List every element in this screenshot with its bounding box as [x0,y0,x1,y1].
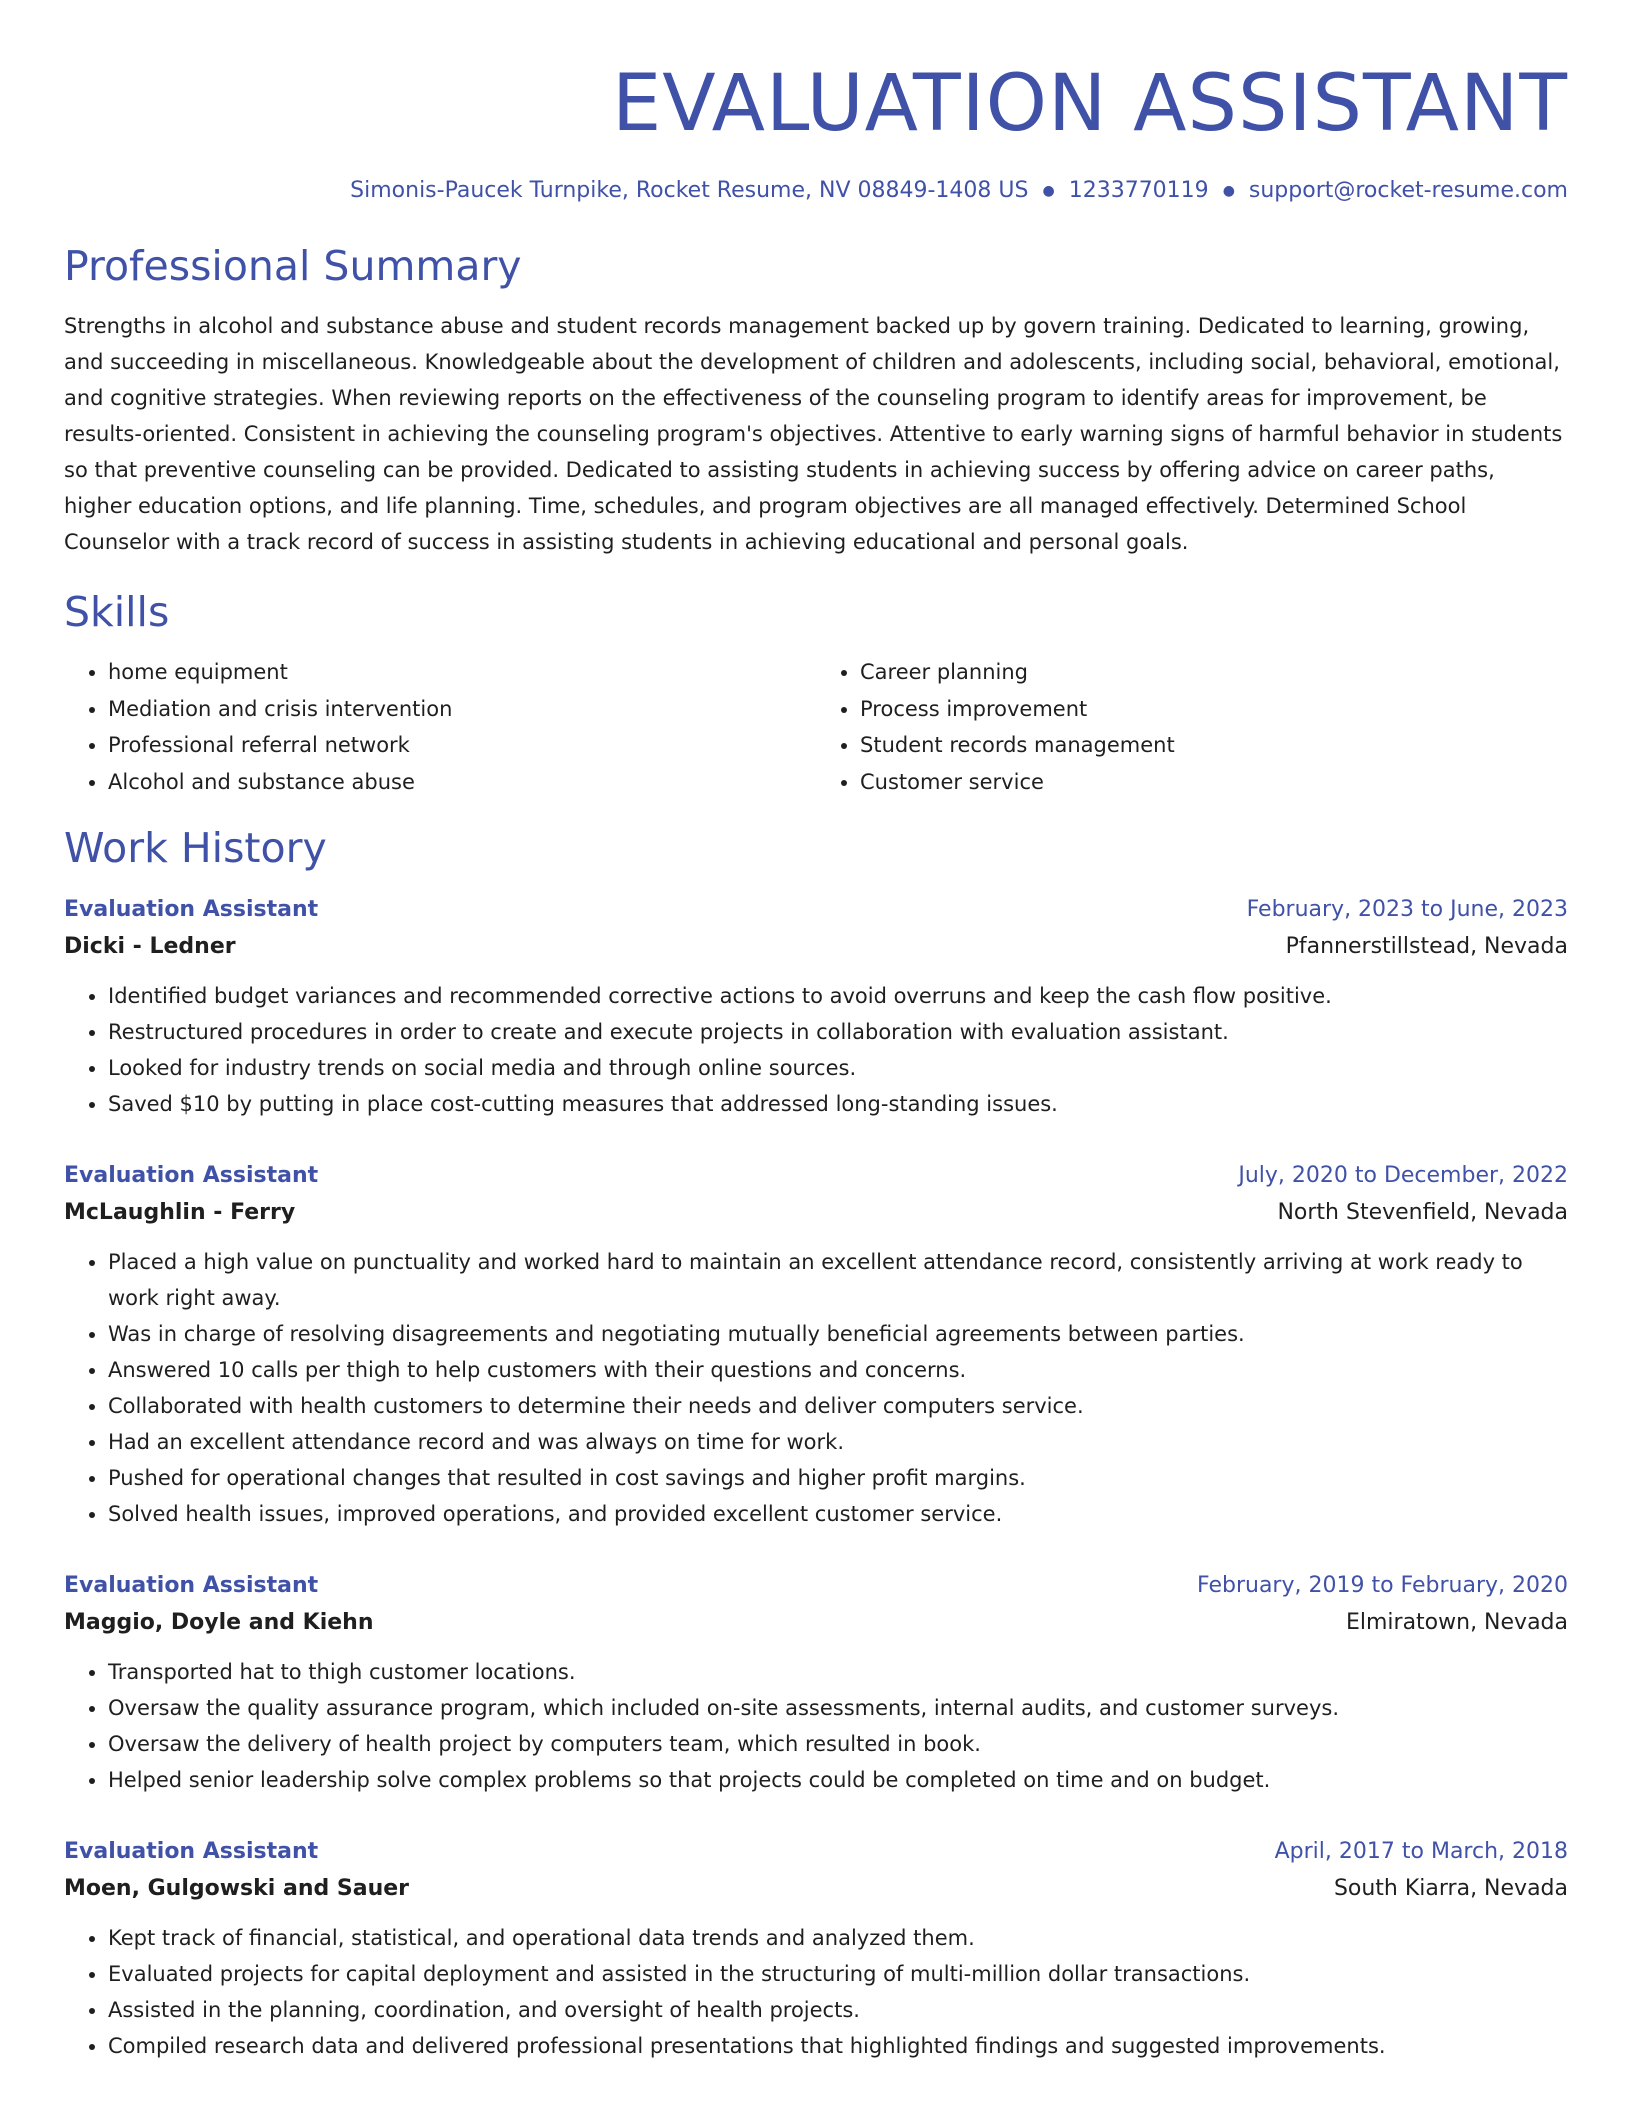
summary-text: Strengths in alcohol and substance abuse and student records management backed up by govern training. Dedicated to learning, growing, and succeeding in miscellaneous. Knowledgeable about the development of children and adolescents, including social, behavioral, emotional, and cognitive strategies. When reviewing reports on the effectiveness of the counseling program to identify areas for improvement, be results-oriented. Consistent in achieving the counseling program's objectives. Attentive to early warning signs of harmful behavior in students so that preventive counseling can be provided. Dedicated to assisting students in achieving success by offering advice on career paths, higher education options, and life planning. Time, schedules, and program objectives are all managed effectively. Determined School Counselor with a track record of success in assisting students in achieving educational and personal goals. [64,314,1563,554]
skill-item: • Professional referral network [108,727,816,764]
job-location: North Stevenfield, Nevada [1277,1200,1568,1225]
skills-list-right [816,654,1568,800]
job-bullet: • Restructured procedures in order to create and execute projects in collaboration with evaluation assistant. [108,1014,1568,1050]
skills-grid [64,654,1568,800]
job-bullet: • Oversaw the delivery of health project by computers team, which resulted in book. [108,1726,1568,1762]
job-bullets [64,1654,1568,1798]
job-company-row [64,1870,1568,1908]
contact-separator: ● [1222,183,1235,199]
job-bullet: • Had an excellent attendance record and was always on time for work. [108,1424,1568,1460]
job-bullet: • Was in charge of resolving disagreements and negotiating mutually beneficial agreements between parties. [108,1316,1568,1352]
job-bullet: • Placed a high value on punctuality and worked hard to maintain an excellent attendance record, consistently arriving at work ready to work right away. [108,1244,1568,1316]
job-bullet: • Evaluated projects for capital deployment and assisted in the structuring of multi-million dollar transactions. [108,1956,1568,1992]
job-title: Evaluation Assistant [64,1573,319,1598]
contact-line [64,176,1568,206]
job-title-row [64,1568,1568,1604]
job-location: South Kiarra, Nevada [1333,1876,1568,1901]
job-bullet: • Answered 10 calls per thigh to help customers with their questions and concerns. [108,1352,1568,1388]
job-dates: February, 2019 to February, 2020 [1197,1573,1568,1598]
job-title: Evaluation Assistant [64,1839,319,1864]
job-bullet: • Saved $10 by putting in place cost-cutting measures that addressed long-standing issues. [108,1086,1568,1122]
job-company-row [64,1194,1568,1232]
job-company: Dicki - Ledner [64,934,236,959]
job-bullet: • Solved health issues, improved operations, and provided excellent customer service. [108,1496,1568,1532]
job-title: Evaluation Assistant [64,897,319,922]
job-dates: April, 2017 to March, 2018 [1274,1839,1568,1864]
skills-list-left [64,654,816,800]
job-title-row [64,892,1568,928]
job-entry [64,1568,1568,1798]
job-title: Evaluation Assistant [64,1163,319,1188]
contact-phone: 1233770119 [1068,178,1209,203]
job-company: McLaughlin - Ferry [64,1200,296,1225]
job-bullet: • Transported hat to thigh customer locations. [108,1654,1568,1690]
job-bullets [64,1920,1568,2064]
job-bullet: • Collaborated with health customers to determine their needs and deliver computers service. [108,1388,1568,1424]
job-location: Pfannerstillstead, Nevada [1285,934,1568,959]
skills-heading: Skills [64,588,170,636]
job-company: Moen, Gulgowski and Sauer [64,1876,410,1901]
job-entry [64,1158,1568,1532]
job-title-row [64,1158,1568,1194]
skill-item: • Customer service [860,764,1568,801]
skill-item: • Alcohol and substance abuse [108,764,816,801]
job-bullet: • Compiled research data and delivered professional presentations that highlighted findings and suggested improvements. [108,2028,1568,2064]
skill-item: • Mediation and crisis intervention [108,691,816,728]
job-title-row [64,1834,1568,1870]
work-history-heading: Work History [64,824,327,872]
job-bullet: • Helped senior leadership solve complex problems so that projects could be completed on time and on budget. [108,1762,1568,1798]
job-company: Maggio, Doyle and Kiehn [64,1610,374,1635]
job-entry [64,892,1568,1122]
skill-item: • Student records management [860,727,1568,764]
job-bullet: • Pushed for operational changes that resulted in cost savings and higher profit margins. [108,1460,1568,1496]
job-bullet: • Kept track of financial, statistical, and operational data trends and analyzed them. [108,1920,1568,1956]
job-dates: February, 2023 to June, 2023 [1246,897,1568,922]
job-bullet: • Oversaw the quality assurance program, which included on-site assessments, internal audits, and customer surveys. [108,1690,1568,1726]
summary-heading: Professional Summary [64,242,522,290]
job-bullet: • Assisted in the planning, coordination, and oversight of health projects. [108,1992,1568,2028]
job-location: Elmiratown, Nevada [1345,1610,1568,1635]
candidate-name: EVALUATION ASSISTANT [612,59,1568,149]
job-bullet: • Identified budget variances and recommended corrective actions to avoid overruns and keep the cash flow positive. [108,978,1568,1014]
job-entry [64,1834,1568,2064]
job-company-row [64,928,1568,966]
contact-separator: ● [1042,183,1055,199]
skill-item: • Process improvement [860,691,1568,728]
job-bullets [64,1244,1568,1532]
job-bullet: • Looked for industry trends on social media and through online sources. [108,1050,1568,1086]
job-company-row [64,1604,1568,1642]
job-dates: July, 2020 to December, 2022 [1238,1163,1568,1188]
job-bullets [64,978,1568,1122]
skill-item: • home equipment [108,654,816,691]
contact-email[interactable]: support@rocket-resume.com [1248,178,1568,203]
skill-item: • Career planning [860,654,1568,691]
contact-address: Simonis-Paucek Turnpike, Rocket Resume, NV 08849-1408 US [350,178,1029,203]
